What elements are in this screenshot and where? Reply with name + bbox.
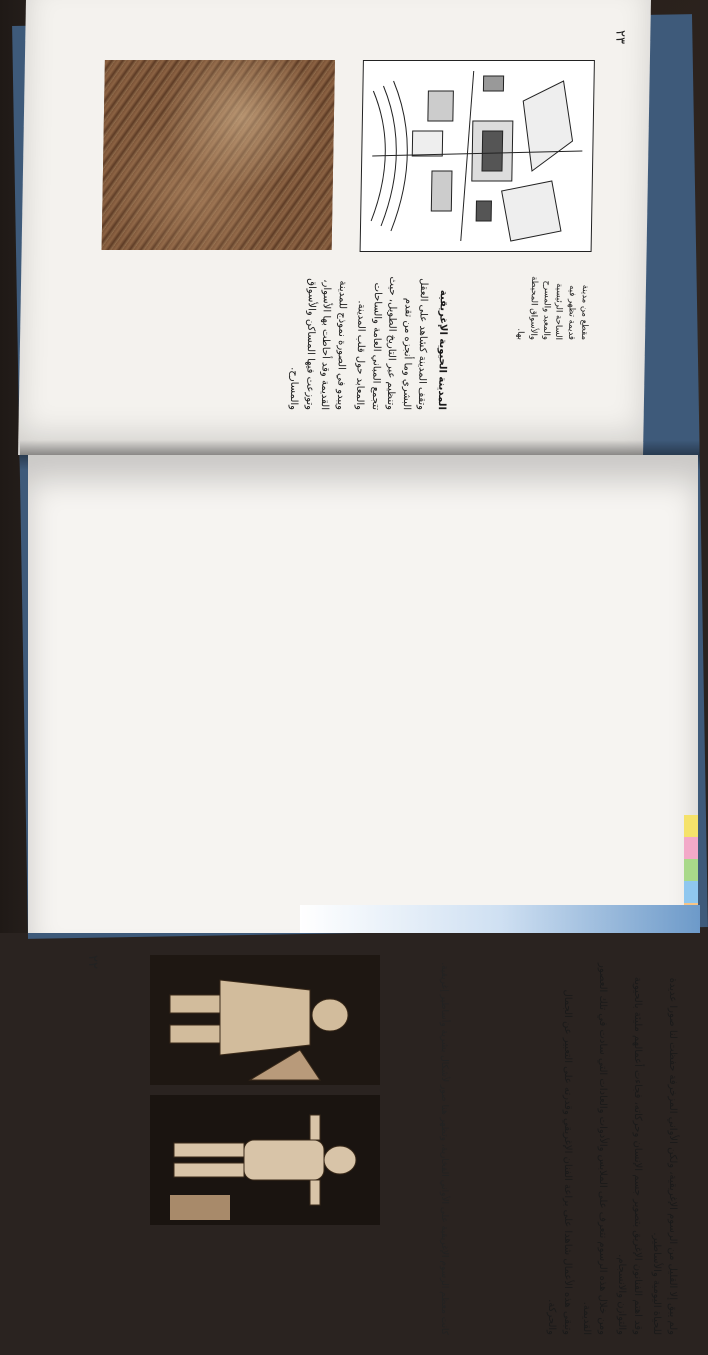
bottom-paragraph-1: ولم يبق إلا القليل من الرسوم الإغريقية، ولكن الأواني المزخرفة حفظت لنا صورا عديدة للحياة اليومية والأساطير. [651, 977, 678, 1335]
top-page-number: ٢٣ [612, 30, 628, 44]
bottom-page-number: ٢٢ [85, 955, 100, 969]
top-page [18, 0, 651, 455]
vase-painting-left [150, 955, 380, 1085]
vase-figure-svg-left [150, 955, 380, 1085]
bottom-paragraph-2: وقد اهتم الفنانون الإغريق بتصوير جسم الإنسان وحركاته، فجاءت أعمالهم مليئة بالحيوية والتوازن والانسجام. [616, 976, 643, 1335]
vase-figure-svg-right [150, 1095, 380, 1225]
top-page-content [49, 20, 636, 420]
vase-painting-right [150, 1095, 380, 1225]
bottom-paragraph-4: وتبقى هذه الأعمال شاهدا على براعة الفنان الإغريقي وقدرته على التعبير عن الجمال والحركة. [546, 989, 573, 1335]
city-line-drawing [360, 60, 595, 252]
bottom-paragraph-3: ومن خلال هذه الرسوم نتعرف على الملابس والأدوات والعادات التي سادت في تلك العصور القديمة. [581, 963, 608, 1335]
aerial-photo [102, 60, 335, 250]
top-body-text [69, 270, 451, 410]
bottom-page-content [70, 935, 700, 1355]
bottom-body-text [480, 955, 680, 1335]
bottom-page [28, 455, 698, 1335]
bottom-caption: كانت معظم الرسوم الإغريقية على الأواني الفخارية، وتظهر هنا صور لأشكال بشرية وأساطير إغريقية. [439, 962, 449, 1335]
top-paragraph-3: ويبدو في الصورة نموذج للمدينة القديمة وقد أحاطت بها الأسوار، وتوزعت فيها المساكن والأسواق والمسارح. [288, 278, 349, 410]
top-caption: مقطع من مدينة قديمة تظهر فيه الساحة الرئيسية والمعبد والمسرح والأسواق المحيطة بها. [515, 276, 591, 340]
top-paragraph-1: المدينة الحيوية الإغريقية [435, 289, 449, 410]
city-drawing-svg [361, 61, 594, 251]
top-paragraph-2: وتقف المدينة كشاهد على العقل البشري وما أنجزه من تقدم وتنظيم عبر التاريخ الطويل، حيث تتجمع المباني العامة والساحات والمعابد حول قلب المدينة. [354, 276, 430, 410]
book-edge-detail [300, 905, 700, 933]
